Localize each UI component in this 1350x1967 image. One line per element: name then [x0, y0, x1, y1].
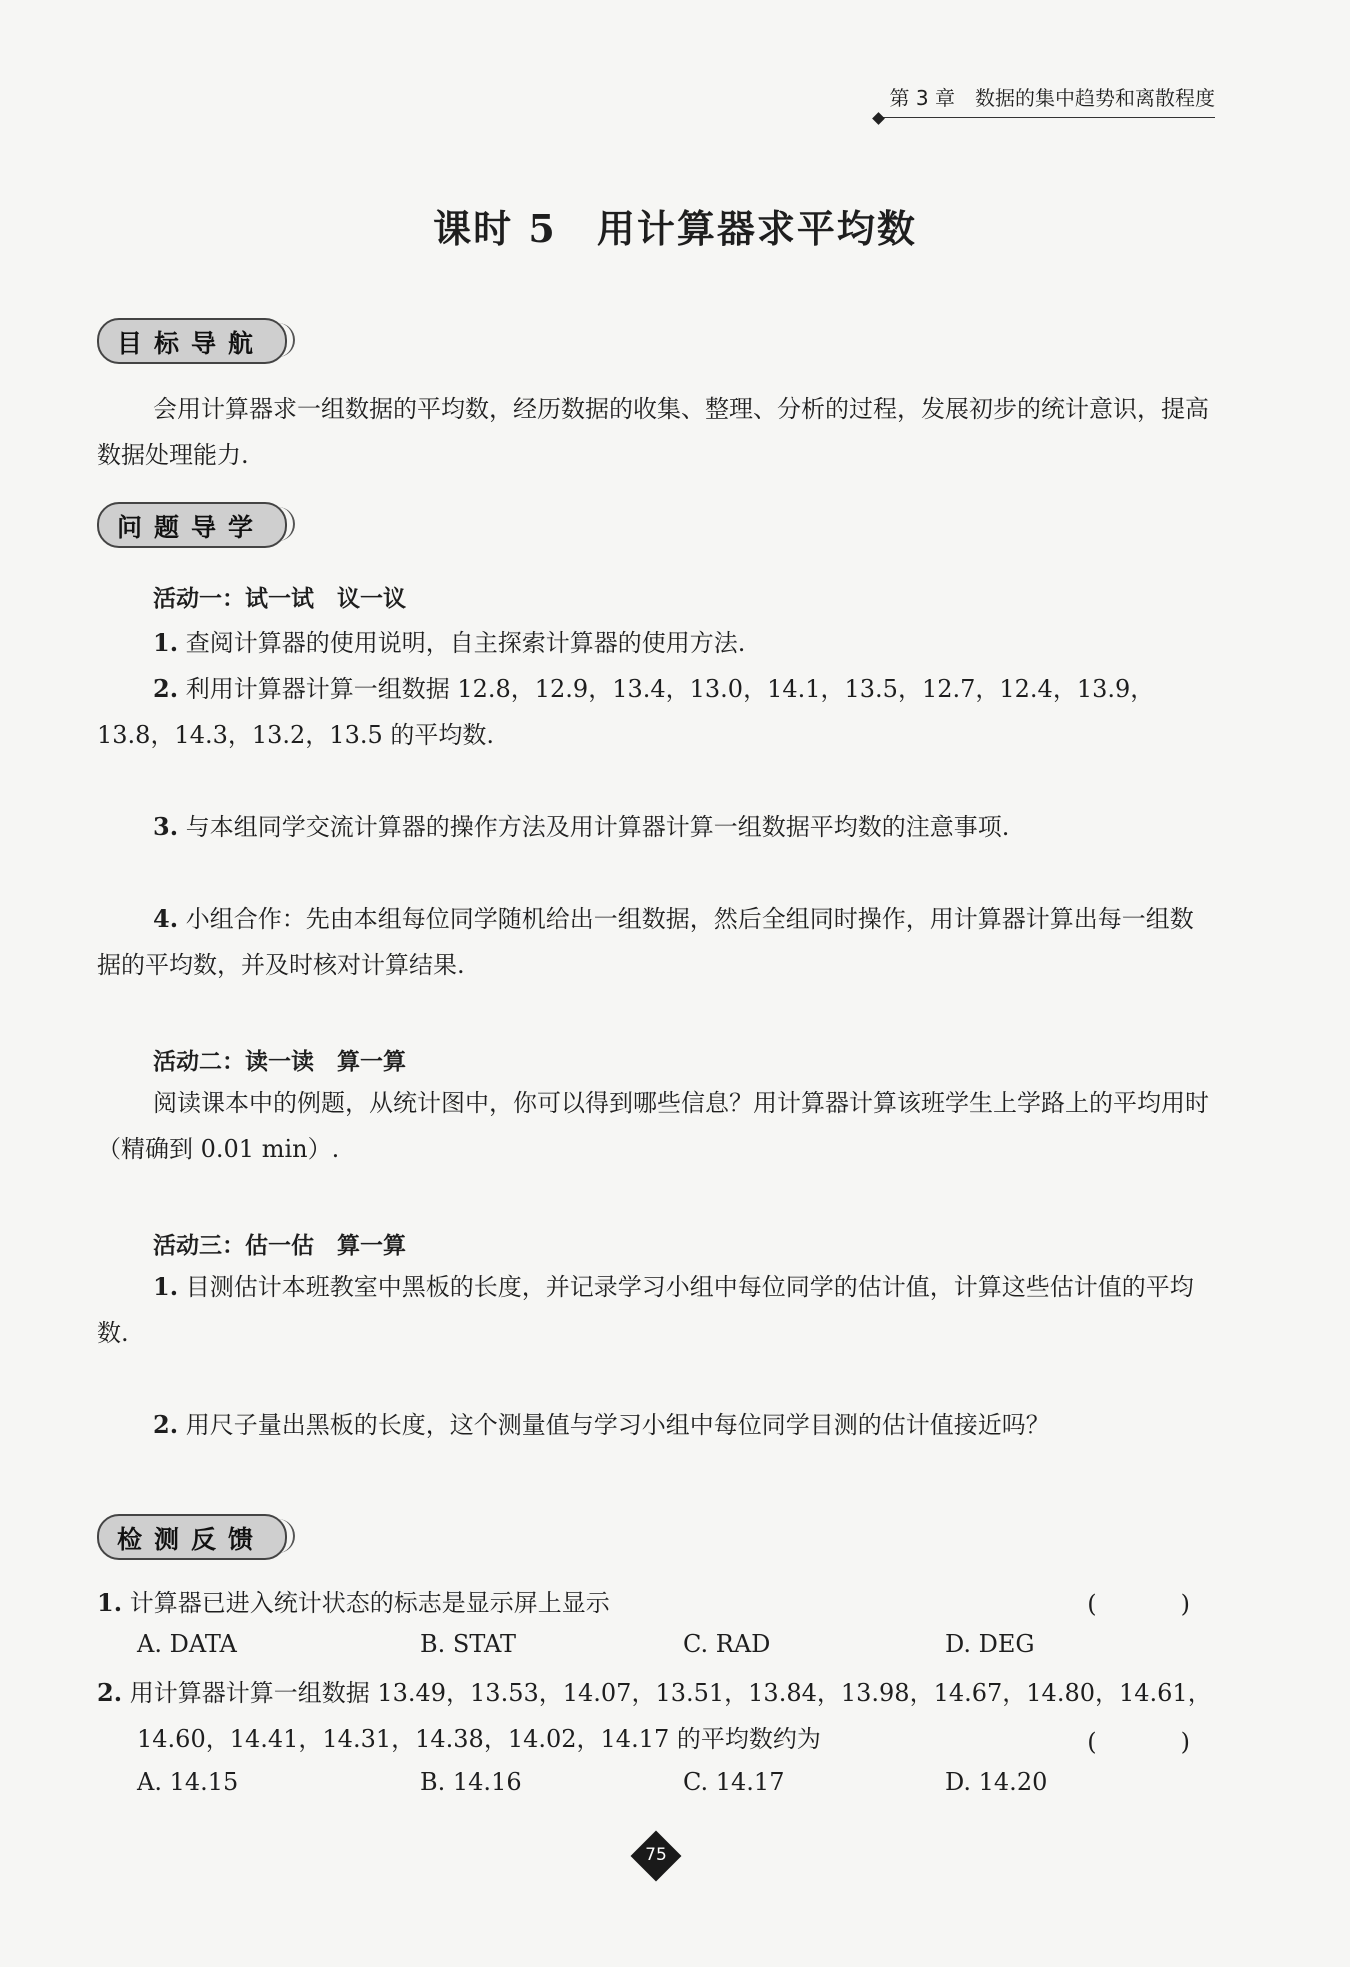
page-number: 75	[645, 1845, 667, 1865]
section-tag-label: 问题导学	[117, 513, 266, 542]
item-number: 2.	[153, 1410, 179, 1439]
option-b: B. 14.16	[420, 1768, 522, 1796]
item-text: 用尺子量出黑板的长度，这个测量值与学习小组中每位同学目测的估计值接近吗？	[185, 1411, 1050, 1439]
answer-bracket: ( )	[1087, 1728, 1220, 1756]
goal-text: 会用计算器求一组数据的平均数，经历数据的收集、整理、分析的过程，发展初步的统计意识，提高数据处理能力.	[97, 395, 1209, 469]
option-c: C. RAD	[683, 1630, 771, 1658]
section-tag-label: 目标导航	[117, 329, 266, 358]
question-number: 1.	[97, 1588, 123, 1617]
item-number: 1.	[153, 628, 179, 657]
question-2	[97, 1670, 1217, 1716]
option-a: A. DATA	[137, 1630, 237, 1658]
option-b: B. STAT	[420, 1630, 517, 1658]
activity1-item-2	[97, 666, 1217, 758]
item-text: 小组合作：先由本组每位同学随机给出一组数据，然后全组同时操作，用计算器计算出每一组数据的平均数，并及时核对计算结果.	[97, 905, 1194, 979]
section-tag-guide	[97, 502, 287, 548]
item-number: 2.	[153, 674, 179, 703]
question-number: 2.	[97, 1678, 123, 1707]
activity3-title: 活动三：估一估 算一算	[153, 1233, 406, 1259]
item-text: 利用计算器计算一组数据 12.8，12.9，13.4，13.0，14.1，13.5，12.7，12.4，13.9，13.8，14.3，13.2，13.5 的平均数.	[97, 675, 1155, 749]
option-c: C. 14.17	[683, 1768, 785, 1796]
activity1-item-4	[97, 896, 1217, 988]
chapter-header	[876, 82, 1215, 118]
option-a: A. 14.15	[137, 1768, 239, 1796]
diamond-icon	[872, 112, 885, 125]
activity2-title: 活动二：读一读 算一算	[153, 1049, 406, 1075]
activity3-item-1	[97, 1264, 1217, 1356]
chapter-header-text: 第 3 章 数据的集中趋势和离散程度	[889, 86, 1215, 110]
answer-bracket: ( )	[1087, 1590, 1220, 1618]
section-tag-goal	[97, 318, 287, 364]
activity1-item-3	[97, 804, 1217, 850]
item-text: 查阅计算器的使用说明，自主探索计算器的使用方法.	[185, 629, 746, 657]
option-d: D. DEG	[945, 1630, 1035, 1658]
lesson-title: 课时 5 用计算器求平均数	[433, 206, 917, 251]
activity1-title: 活动一：试一试 议一议	[153, 586, 406, 612]
question-1	[97, 1580, 1217, 1626]
question-2-continued: 14.60，14.41，14.31，14.38，14.02，14.17 的平均数约为	[137, 1725, 821, 1753]
activity1-item-1	[97, 620, 1217, 666]
section-tag-label: 检测反馈	[117, 1525, 266, 1554]
item-number: 1.	[153, 1272, 179, 1301]
activity3-item-2	[97, 1402, 1217, 1448]
item-text: 目测估计本班教室中黑板的长度，并记录学习小组中每位同学的估计值，计算这些估计值的平均数.	[97, 1273, 1194, 1347]
item-number: 3.	[153, 812, 179, 841]
question-text: 用计算器计算一组数据 13.49，13.53，14.07，13.51，13.84，13.98，14.67，14.80，14.61，	[129, 1679, 1212, 1707]
option-d: D. 14.20	[945, 1768, 1048, 1796]
section-tag-check	[97, 1514, 287, 1560]
question-text: 计算器已进入统计状态的标志是显示屏上显示	[129, 1589, 610, 1617]
item-text: 与本组同学交流计算器的操作方法及用计算器计算一组数据平均数的注意事项.	[185, 813, 1010, 841]
activity2-text: 阅读课本中的例题，从统计图中，你可以得到哪些信息？用计算器计算该班学生上学路上的平均用时（精确到 0.01 min）.	[97, 1089, 1209, 1163]
item-number: 4.	[153, 904, 179, 933]
